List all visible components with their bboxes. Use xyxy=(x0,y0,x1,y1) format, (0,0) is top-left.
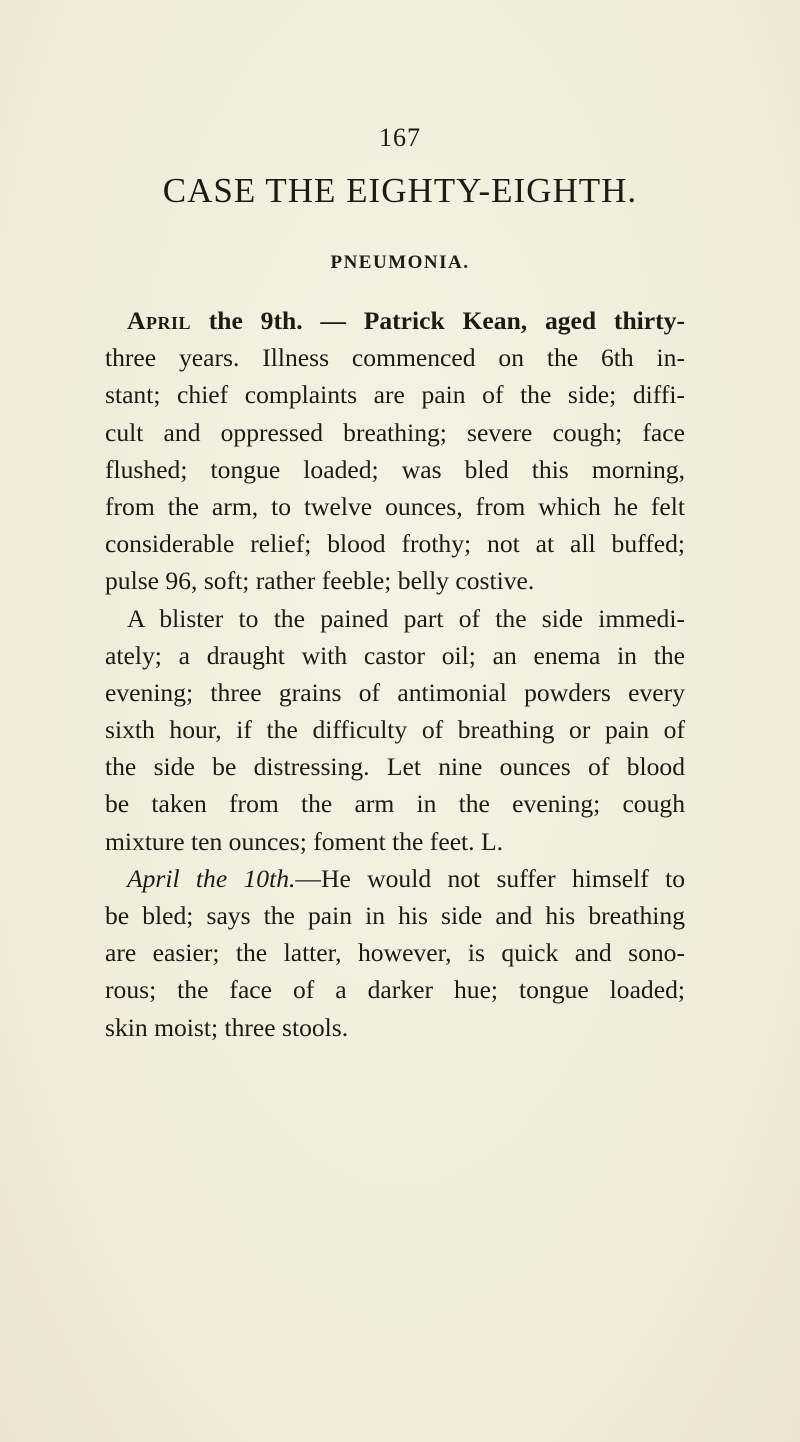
text-line: from the arm, to twelve ounces, from which he felt xyxy=(105,491,685,521)
text-line: be bled; says the pain in his side and his breathing xyxy=(105,901,685,930)
text-line xyxy=(105,860,685,897)
text-line: flushed; tongue loaded; was bled this morning, xyxy=(105,454,685,484)
text-line: rous; the face of a darker hue; tongue loaded; xyxy=(105,975,685,1005)
entry-date-heading: April xyxy=(127,306,191,335)
text-line: three years. Illness commenced on the 6th in- xyxy=(105,343,685,373)
prescription xyxy=(105,600,685,860)
entry-date-heading: April the 10th. xyxy=(127,863,296,893)
text-line-rest: the 9th. — Patrick Kean, aged thirty- xyxy=(208,306,685,335)
text-line: mixture ten ounces; foment the feet. L. xyxy=(105,826,503,856)
text-line: are easier; the latter, however, is quick and sono- xyxy=(105,938,685,968)
entry-april-9 xyxy=(105,302,685,600)
text-line: cult and oppressed breathing; severe cough; face xyxy=(105,417,685,447)
text-line-rest: —He would not suffer himself to xyxy=(295,863,685,893)
text-line: pulse 96, soft; rather feeble; belly costive. xyxy=(105,566,535,596)
text-line: be taken from the arm in the evening; cough xyxy=(105,789,685,819)
entry-april-10 xyxy=(105,860,685,1046)
text-line: considerable relief; blood frothy; not at all buffed; xyxy=(105,529,685,559)
text-line xyxy=(105,302,685,339)
text-line: skin moist; three stools. xyxy=(105,1012,349,1042)
text-line: ately; a draught with castor oil; an enema in the xyxy=(105,640,685,670)
text-line: sixth hour, if the difficulty of breathing or pain of xyxy=(105,715,685,745)
case-body xyxy=(105,302,685,1046)
case-subject: PNEUMONIA. xyxy=(330,252,470,273)
text-line: the side be distressing. Let nine ounces of blood xyxy=(105,752,685,782)
case-title: CASE THE EIGHTY-EIGHTH. xyxy=(162,171,638,210)
text-line: stant; chief complaints are pain of the side; diffi- xyxy=(105,380,685,410)
page-number: 167 xyxy=(379,123,421,152)
text-line: evening; three grains of antimonial powders every xyxy=(105,677,685,707)
text-line: A blister to the pained part of the side immedi- xyxy=(127,603,685,633)
